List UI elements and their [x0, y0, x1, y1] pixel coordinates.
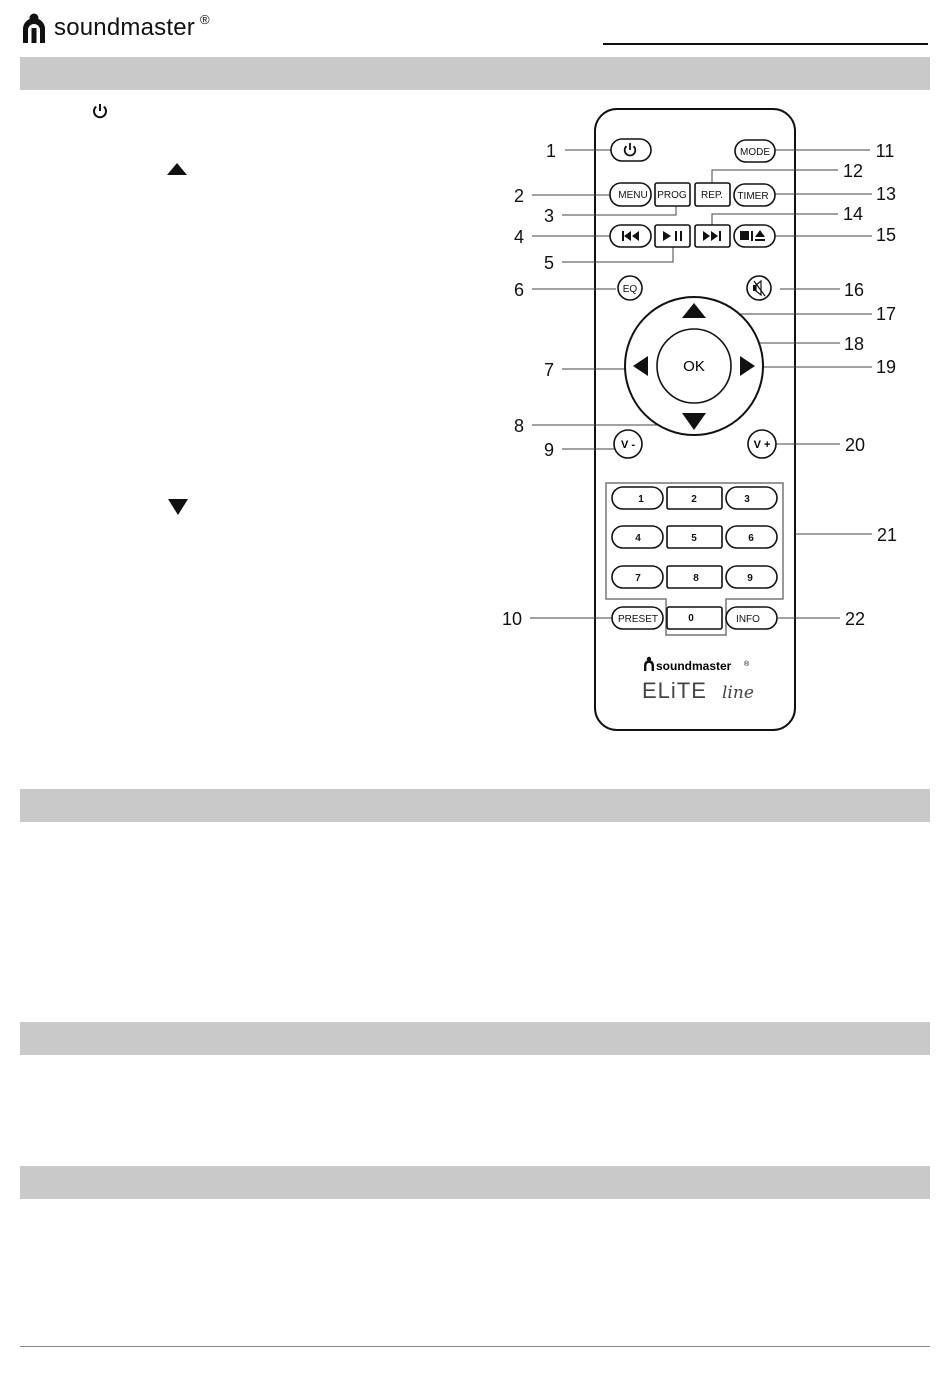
- callout-8: 8: [513, 416, 525, 436]
- brand-name: soundmaster: [54, 14, 195, 41]
- triangle-up-icon: [166, 161, 188, 177]
- repeat-button[interactable]: [695, 183, 730, 206]
- digit-2-label: 2: [691, 494, 697, 505]
- digit-9-label: 9: [747, 573, 753, 584]
- stop-eject-button[interactable]: [734, 225, 775, 247]
- digit-1-label: 1: [638, 494, 644, 505]
- callout-3: 3: [543, 206, 555, 226]
- digit-6-label: 6: [748, 533, 754, 544]
- footer-rule: [20, 1346, 930, 1347]
- callout-9: 9: [543, 440, 555, 460]
- repeat-button-label: REP.: [700, 190, 724, 201]
- callout-17: 17: [875, 304, 897, 324]
- digit-button-2[interactable]: [667, 487, 722, 509]
- prev-track-button[interactable]: [610, 225, 651, 247]
- callout-18: 18: [843, 334, 865, 354]
- ok-button-label: OK: [683, 358, 705, 375]
- digit-button-6[interactable]: [726, 526, 777, 548]
- digit-5-label: 5: [691, 533, 697, 544]
- callout-2: 2: [513, 186, 525, 206]
- timer-button-label: TIMER: [737, 191, 769, 202]
- callout-13: 13: [875, 184, 897, 204]
- volume-down-button[interactable]: [614, 430, 642, 458]
- digit-button-8[interactable]: [667, 566, 722, 588]
- ok-button[interactable]: [683, 358, 705, 375]
- callout-6: 6: [513, 280, 525, 300]
- soundmaster-logo-icon: [20, 12, 48, 44]
- section-band-1: [20, 57, 930, 90]
- digit-button-7[interactable]: [612, 566, 663, 588]
- mute-button[interactable]: [747, 276, 771, 300]
- callout-7: 7: [543, 360, 555, 380]
- callout-12: 12: [842, 161, 864, 181]
- section-band-3: [20, 1022, 930, 1055]
- header-rule: [603, 43, 928, 45]
- callout-4: 4: [513, 227, 525, 247]
- digit-button-9[interactable]: [726, 566, 777, 588]
- callout-15: 15: [875, 225, 897, 245]
- timer-button[interactable]: [734, 184, 775, 206]
- digit-button-4[interactable]: [612, 526, 663, 548]
- remote-brand-reg: ®: [744, 661, 750, 668]
- volume-up-button[interactable]: [748, 430, 776, 458]
- prog-button[interactable]: [655, 183, 690, 206]
- power-icon: [91, 102, 109, 120]
- preset-button-label: PRESET: [617, 614, 659, 625]
- digit-button-0[interactable]: [667, 607, 722, 629]
- callout-21: 21: [876, 525, 898, 545]
- callout-10: 10: [501, 609, 523, 629]
- prog-button-label: PROG: [657, 190, 687, 201]
- digit-button-5[interactable]: [667, 526, 722, 548]
- remote-series-name: ELiTE: [642, 678, 707, 703]
- volume-up-label: V +: [753, 439, 771, 451]
- section-band-2: [20, 789, 930, 822]
- digit-4-label: 4: [635, 533, 641, 544]
- callout-22: 22: [844, 609, 866, 629]
- eq-button-label: EQ: [622, 284, 638, 295]
- mode-button-label: MODE: [740, 147, 770, 158]
- callout-20: 20: [844, 435, 866, 455]
- navigation-pad: [625, 297, 763, 435]
- info-button-label: INFO: [736, 614, 760, 625]
- digit-button-1[interactable]: [612, 487, 663, 509]
- next-track-button[interactable]: [695, 225, 730, 247]
- remote-series-script: line: [722, 683, 754, 703]
- callout-1: 1: [545, 141, 557, 161]
- volume-down-label: V -: [620, 439, 636, 451]
- triangle-down-icon: [166, 497, 190, 517]
- callout-5: 5: [543, 253, 555, 273]
- callout-11: 11: [875, 141, 895, 161]
- menu-button-label: MENU: [618, 190, 648, 201]
- section-band-4: [20, 1166, 930, 1199]
- play-pause-button[interactable]: [655, 225, 690, 247]
- eq-button[interactable]: [618, 276, 642, 300]
- callout-16: 16: [843, 280, 865, 300]
- digit-button-3[interactable]: [726, 487, 777, 509]
- callout-19: 19: [875, 357, 897, 377]
- brand-registered: ®: [199, 11, 210, 27]
- digit-8-label: 8: [693, 573, 699, 584]
- mode-button[interactable]: [735, 140, 775, 162]
- digit-0-label: 0: [688, 613, 694, 624]
- remote-brand-name: soundmaster: [656, 659, 732, 673]
- power-button[interactable]: [611, 139, 651, 161]
- menu-button[interactable]: [610, 183, 651, 206]
- digit-3-label: 3: [744, 494, 750, 505]
- digit-7-label: 7: [635, 573, 641, 584]
- callout-14: 14: [842, 204, 864, 224]
- info-button[interactable]: [726, 607, 777, 629]
- brand-logo: [20, 8, 210, 48]
- preset-button[interactable]: [612, 607, 663, 629]
- remote-control-diagram: [490, 100, 930, 740]
